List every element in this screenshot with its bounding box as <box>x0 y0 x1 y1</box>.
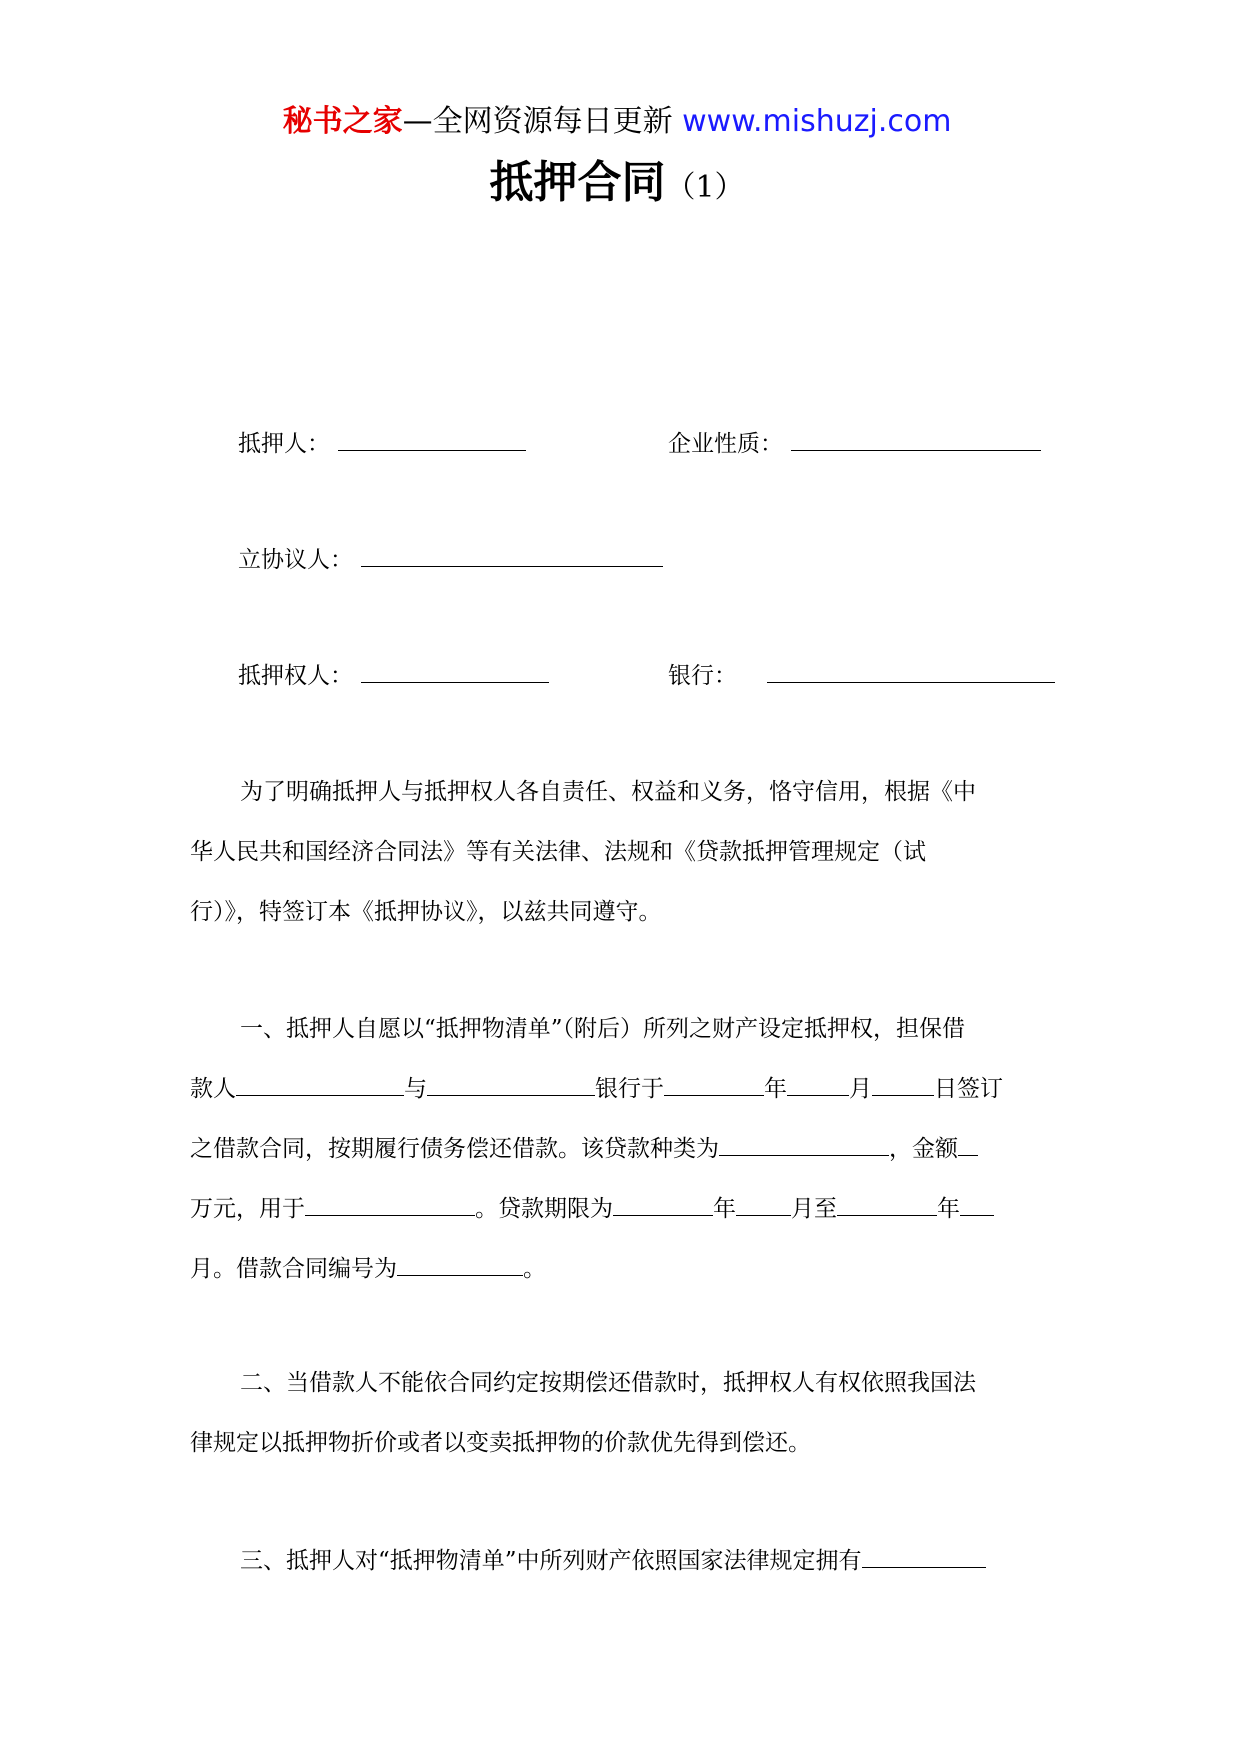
loan-type-blank[interactable] <box>719 1133 889 1156</box>
title-main: 抵押合同 <box>489 157 666 208</box>
sign-month-blank[interactable] <box>787 1073 849 1096</box>
preamble-line: 华人民共和国经济合同法》等有关法律、法规和《贷款抵押管理规定（试 <box>190 839 926 865</box>
preamble <box>190 762 976 942</box>
clause-3-line <box>190 1531 986 1591</box>
clause-text: 。贷款期限为 <box>475 1196 613 1222</box>
agreement-party-field <box>238 544 663 576</box>
clause-1-line: 一、抵押人自愿以“抵押物清单”（附后）所列之财产设定抵押权，担保借 <box>240 1016 966 1042</box>
document-title <box>0 153 1234 222</box>
clause-1-line <box>190 1179 1003 1239</box>
site-url: www.mishuzj.com <box>682 104 952 139</box>
clause-1-line <box>190 1059 1003 1119</box>
term-start-month-blank[interactable] <box>736 1193 791 1216</box>
mortgagor-label: 抵押人： <box>238 431 330 457</box>
term-start-year-blank[interactable] <box>613 1193 713 1216</box>
sign-year-blank[interactable] <box>664 1073 764 1096</box>
term-end-year-blank[interactable] <box>837 1193 937 1216</box>
clause-text: 。 <box>523 1256 546 1282</box>
clause-text: 月 <box>849 1076 872 1102</box>
clause-text: ，金额 <box>889 1136 958 1162</box>
enterprise-nature-blank[interactable] <box>791 428 1041 451</box>
preamble-line: 为了明确抵押人与抵押权人各自责任、权益和义务，恪守信用，根据《中 <box>240 779 976 805</box>
mortgagor-blank[interactable] <box>338 428 526 451</box>
site-header <box>0 100 1234 144</box>
second-party-blank[interactable] <box>427 1073 595 1096</box>
clause-text: 与 <box>404 1076 427 1102</box>
ownership-blank[interactable] <box>862 1545 986 1568</box>
bank-field <box>668 660 1055 692</box>
sign-day-blank[interactable] <box>872 1073 934 1096</box>
purpose-blank[interactable] <box>305 1193 475 1216</box>
clause-text: 日签订 <box>934 1076 1003 1102</box>
clause-text: 之借款合同，按期履行债务偿还借款。该贷款种类为 <box>190 1136 719 1162</box>
clause-text: 三、抵押人对“抵押物清单”中所列财产依照国家法律规定拥有 <box>240 1548 862 1574</box>
term-end-month-blank[interactable] <box>960 1193 994 1216</box>
enterprise-nature-label: 企业性质： <box>668 431 783 457</box>
clause-2 <box>190 1353 976 1473</box>
mortgagee-label: 抵押权人： <box>238 663 353 689</box>
mortgagee-blank[interactable] <box>361 660 549 683</box>
enterprise-nature-field <box>668 428 1041 460</box>
clause-1-line <box>190 1239 1003 1299</box>
clause-text: 款人 <box>190 1076 236 1102</box>
clause-text: 年 <box>764 1076 787 1102</box>
amount-blank[interactable] <box>958 1133 978 1156</box>
clause-2-line: 律规定以抵押物折价或者以变卖抵押物的价款优先得到偿还。 <box>190 1430 811 1456</box>
title-number: （1） <box>665 170 745 205</box>
clause-text: 银行于 <box>595 1076 664 1102</box>
brand-name: 秘书之家 <box>282 104 403 139</box>
contract-number-blank[interactable] <box>397 1253 523 1276</box>
clause-text: 年 <box>937 1196 960 1222</box>
mortgagee-field <box>238 660 549 692</box>
clause-1 <box>190 999 1003 1299</box>
clause-3 <box>190 1531 986 1591</box>
clause-1-line <box>190 1119 1003 1179</box>
bank-label: 银行： <box>668 663 737 689</box>
agreement-party-blank[interactable] <box>361 544 663 567</box>
clause-text: 月至 <box>791 1196 837 1222</box>
bank-blank[interactable] <box>767 660 1055 683</box>
clause-text: 月。借款合同编号为 <box>190 1256 397 1282</box>
borrower-blank[interactable] <box>236 1073 404 1096</box>
clause-text: 万元，用于 <box>190 1196 305 1222</box>
header-tagline: —全网资源每日更新 <box>402 104 683 139</box>
clause-text: 年 <box>713 1196 736 1222</box>
agreement-party-label: 立协议人： <box>238 547 353 573</box>
preamble-line: 行）》，特签订本《抵押协议》，以兹共同遵守。 <box>190 899 662 925</box>
clause-2-line: 二、当借款人不能依合同约定按期偿还借款时，抵押权人有权依照我国法 <box>240 1370 976 1396</box>
mortgagor-field <box>238 428 526 460</box>
